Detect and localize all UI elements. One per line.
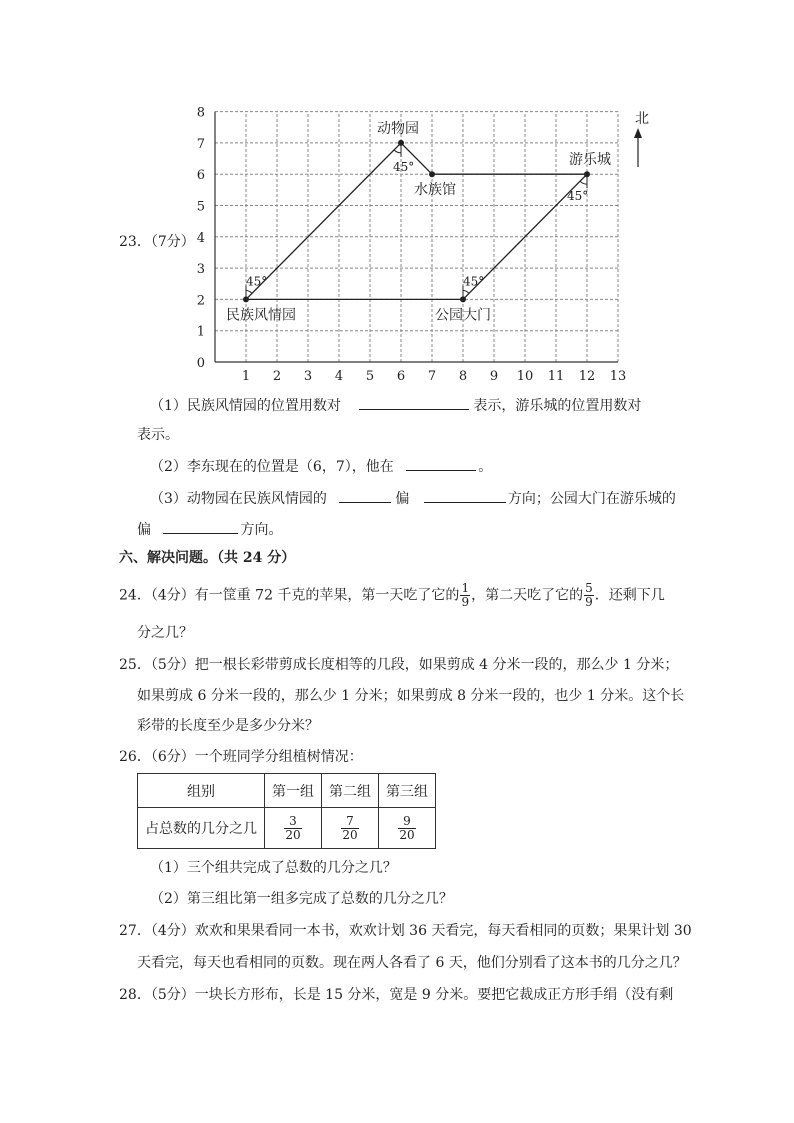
x-tick-label: 2 (272, 369, 282, 384)
y-tick-label: 0 (196, 356, 205, 371)
x-tick-label: 6 (396, 369, 406, 384)
x-tick-label: 1 (241, 369, 251, 384)
coordinate-grid (190, 95, 660, 385)
fraction: $\frac{1}{9}$ (461, 581, 470, 609)
q26-intro: 26．（6分）一个班同学分组植树情况： (119, 749, 363, 765)
route-segment (246, 143, 401, 300)
y-tick-label: 3 (196, 262, 205, 278)
angle-label: 45° (246, 274, 268, 289)
table-header-cell: 第一组 (265, 774, 322, 808)
table-header-cell: 第三组 (379, 774, 436, 808)
table-row (138, 774, 436, 808)
answer-blank[interactable] (406, 456, 476, 471)
q25-line1: 25．（5分）把一根长彩带剪成长度相等的几段，如果剪成 4 分米一段的，那么少 1 分米； (119, 657, 679, 673)
route-lines (246, 143, 587, 300)
table-row-label: 占总数的几分之几 (138, 808, 265, 849)
answer-blank[interactable] (163, 519, 238, 534)
x-tick-label: 5 (365, 369, 375, 384)
q27-line1: 27．（4分）欢欢和果果看同一本书，欢欢计划 36 天看完，每天看相同的页数；果果计划 30 (119, 923, 692, 939)
q24-line2: 分之几？ (137, 625, 193, 641)
q24-text-b: ，第二天吃了它的 (471, 587, 584, 604)
q23-p3-text-b: 偏 (395, 491, 410, 507)
y-tick-label: 5 (196, 199, 205, 215)
location-points (226, 120, 611, 324)
fraction: $\frac{5}{9}$ (585, 581, 593, 609)
q23-p1-text-b: 表示，游乐城的位置用数对 (473, 398, 642, 414)
y-tick-labels (197, 106, 205, 371)
q23-p3-text-c: 方向；公园大门在游乐城的 (507, 491, 676, 507)
location-label: 水族馆 (414, 182, 456, 199)
location-label: 公园大门 (435, 307, 491, 324)
angle-label: 45° (463, 274, 485, 289)
q25-line2: 如果剪成 6 分米一段的，那么少 1 分米；如果剪成 8 分米一段的，也少 1 分米。这个长 (137, 688, 685, 704)
group-table (137, 773, 436, 849)
q24-text-c: ．还剩下几 (594, 587, 665, 604)
q23-part1-line1 (150, 395, 641, 416)
q27-line2: 天看完，每天也看相同的页数。现在两人各看了 6 天，他们分别看了这本书的几分之几？ (137, 955, 687, 971)
y-tick-label: 8 (196, 105, 205, 121)
q26-part1: （1）三个组共完成了总数的几分之几？ (150, 860, 397, 876)
fraction: $\frac{7}{20}$ (342, 813, 358, 842)
answer-blank[interactable] (339, 488, 391, 503)
x-tick-label: 12 (578, 369, 596, 384)
angle-arc (394, 150, 401, 153)
x-tick-labels (242, 369, 626, 384)
x-tick-label: 7 (427, 369, 437, 384)
north-arrow-head (634, 128, 642, 138)
q23-part3-line1 (150, 488, 676, 509)
table-cell (379, 808, 436, 849)
q23-part2 (150, 456, 492, 477)
q24-line1 (119, 582, 665, 609)
q25-line3: 彩带的长度至少是多少分米？ (137, 718, 319, 734)
fraction: $\frac{3}{20}$ (285, 813, 301, 842)
table-row (138, 808, 436, 849)
angle-arc (463, 290, 469, 293)
fraction: $\frac{9}{20}$ (399, 813, 415, 842)
x-tick-label: 3 (303, 369, 313, 384)
location-label: 动物园 (377, 120, 419, 137)
x-tick-label: 10 (516, 369, 534, 384)
table-header-cell: 第二组 (322, 774, 379, 808)
y-tick-label: 2 (196, 293, 205, 309)
angle-label: 45° (567, 189, 589, 204)
q23-p3-text-e: 方向。 (240, 522, 283, 538)
grid-lines (215, 112, 618, 362)
q23-p2-text-b: 。 (478, 459, 493, 475)
location-label: 游乐城 (569, 152, 611, 169)
q26-part2: （2）第三组比第一组多完成了总数的几分之几？ (150, 891, 453, 907)
north-arrow-icon (634, 111, 649, 167)
y-tick-label: 4 (196, 230, 205, 246)
answer-blank[interactable] (359, 395, 469, 410)
q23-number: 23．（7分） (119, 234, 195, 250)
answer-blank[interactable] (424, 488, 506, 503)
angle-marks (246, 143, 588, 300)
y-tick-label: 1 (196, 324, 205, 340)
x-tick-label: 11 (547, 369, 565, 384)
angle-arc (246, 290, 252, 293)
x-tick-label: 8 (458, 369, 468, 384)
q23-p3-text-d: 偏 (137, 522, 151, 538)
section-heading: 六、解决问题。（共 24 分） (119, 550, 296, 566)
q23-p1-text-a: （1）民族风情园的位置用数对 (150, 398, 341, 414)
location-dot (429, 171, 435, 177)
x-tick-label: 9 (489, 369, 499, 384)
q23-p1-text-c: 表示。 (137, 427, 179, 443)
location-label: 民族风情园 (226, 307, 296, 324)
y-tick-label: 7 (196, 136, 205, 152)
table-cell (322, 808, 379, 849)
q23-part3-line2 (137, 519, 282, 540)
north-label: 北 (635, 111, 649, 127)
q24-text-a: 24．（4分）有一筐重 72 千克的苹果，第一天吃了它的 (119, 587, 460, 604)
table-cell (265, 808, 322, 849)
q28-line1: 28．（5分）一块长方形布，长是 15 分米，宽是 9 分米。要把它裁成正方形手绢（没有剩 (119, 987, 674, 1003)
x-tick-label: 4 (334, 369, 344, 384)
angle-arc (580, 181, 587, 184)
angle-label: 45° (393, 159, 415, 174)
q23-p2-text-a: （2）李东现在的位置是（6，7），他在 (150, 459, 394, 475)
x-tick-label: 13 (609, 369, 627, 384)
q23-p3-text-a: （3）动物园在民族风情园的 (150, 491, 327, 507)
y-tick-label: 6 (196, 168, 205, 184)
table-header-cell: 组别 (138, 774, 265, 808)
